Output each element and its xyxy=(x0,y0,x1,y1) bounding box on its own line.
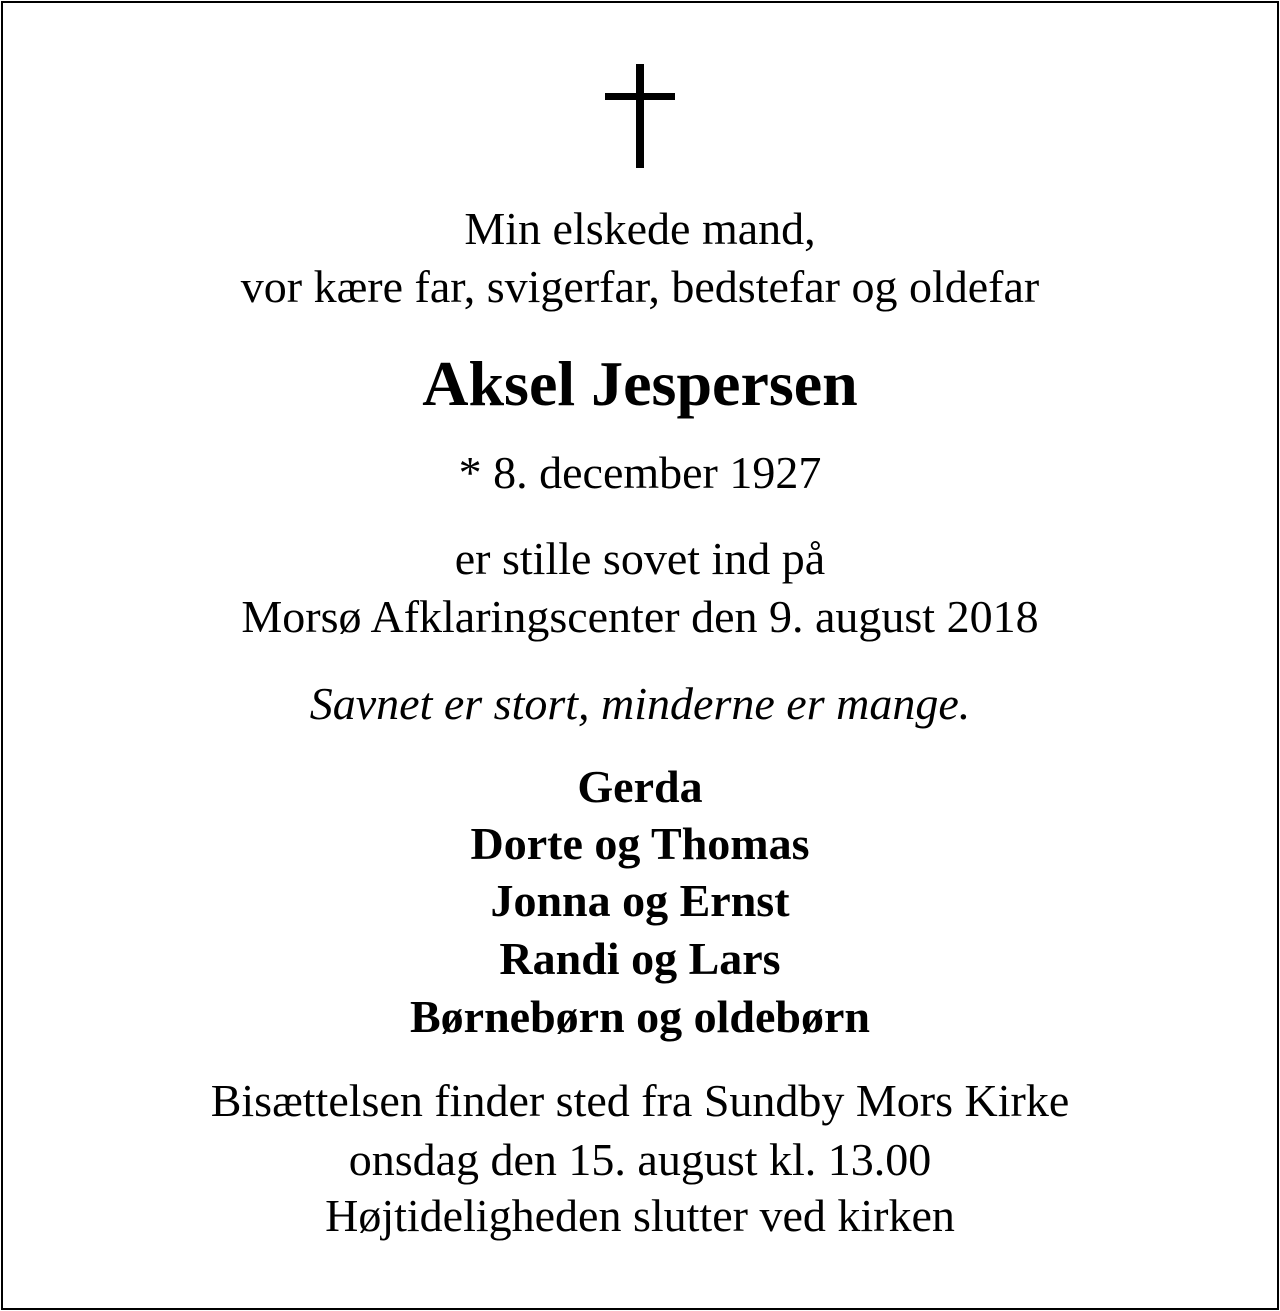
deceased-name: Aksel Jespersen xyxy=(422,348,858,419)
death-line-2: Morsø Afklaringscenter den 9. august 2018 xyxy=(241,591,1039,642)
family-line: Dorte og Thomas xyxy=(470,818,810,869)
cross-icon xyxy=(605,64,675,168)
intro-line-2: vor kære far, svigerfar, bedstefar og oldefar xyxy=(240,261,1040,312)
funeral-line-2: onsdag den 15. august kl. 13.00 xyxy=(348,1134,932,1185)
memorial-quote: Savnet er stort, minderne er mange. xyxy=(309,678,971,729)
family-line: Randi og Lars xyxy=(499,933,781,984)
death-line-1: er stille sovet ind på xyxy=(454,533,826,584)
birth-date: * 8. december 1927 xyxy=(458,447,822,498)
cross-vertical-bar xyxy=(636,64,644,168)
funeral-line-3: Højtideligheden slutter ved kirken xyxy=(325,1190,955,1241)
funeral-line-1: Bisættelsen finder sted fra Sundby Mors Kirke xyxy=(210,1075,1070,1126)
family-line: Jonna og Ernst xyxy=(490,875,790,926)
family-line: Børnebørn og oldebørn xyxy=(409,991,871,1042)
cross-horizontal-bar xyxy=(605,93,675,100)
family-line: Gerda xyxy=(577,761,703,812)
intro-line-1: Min elskede mand, xyxy=(464,203,816,254)
